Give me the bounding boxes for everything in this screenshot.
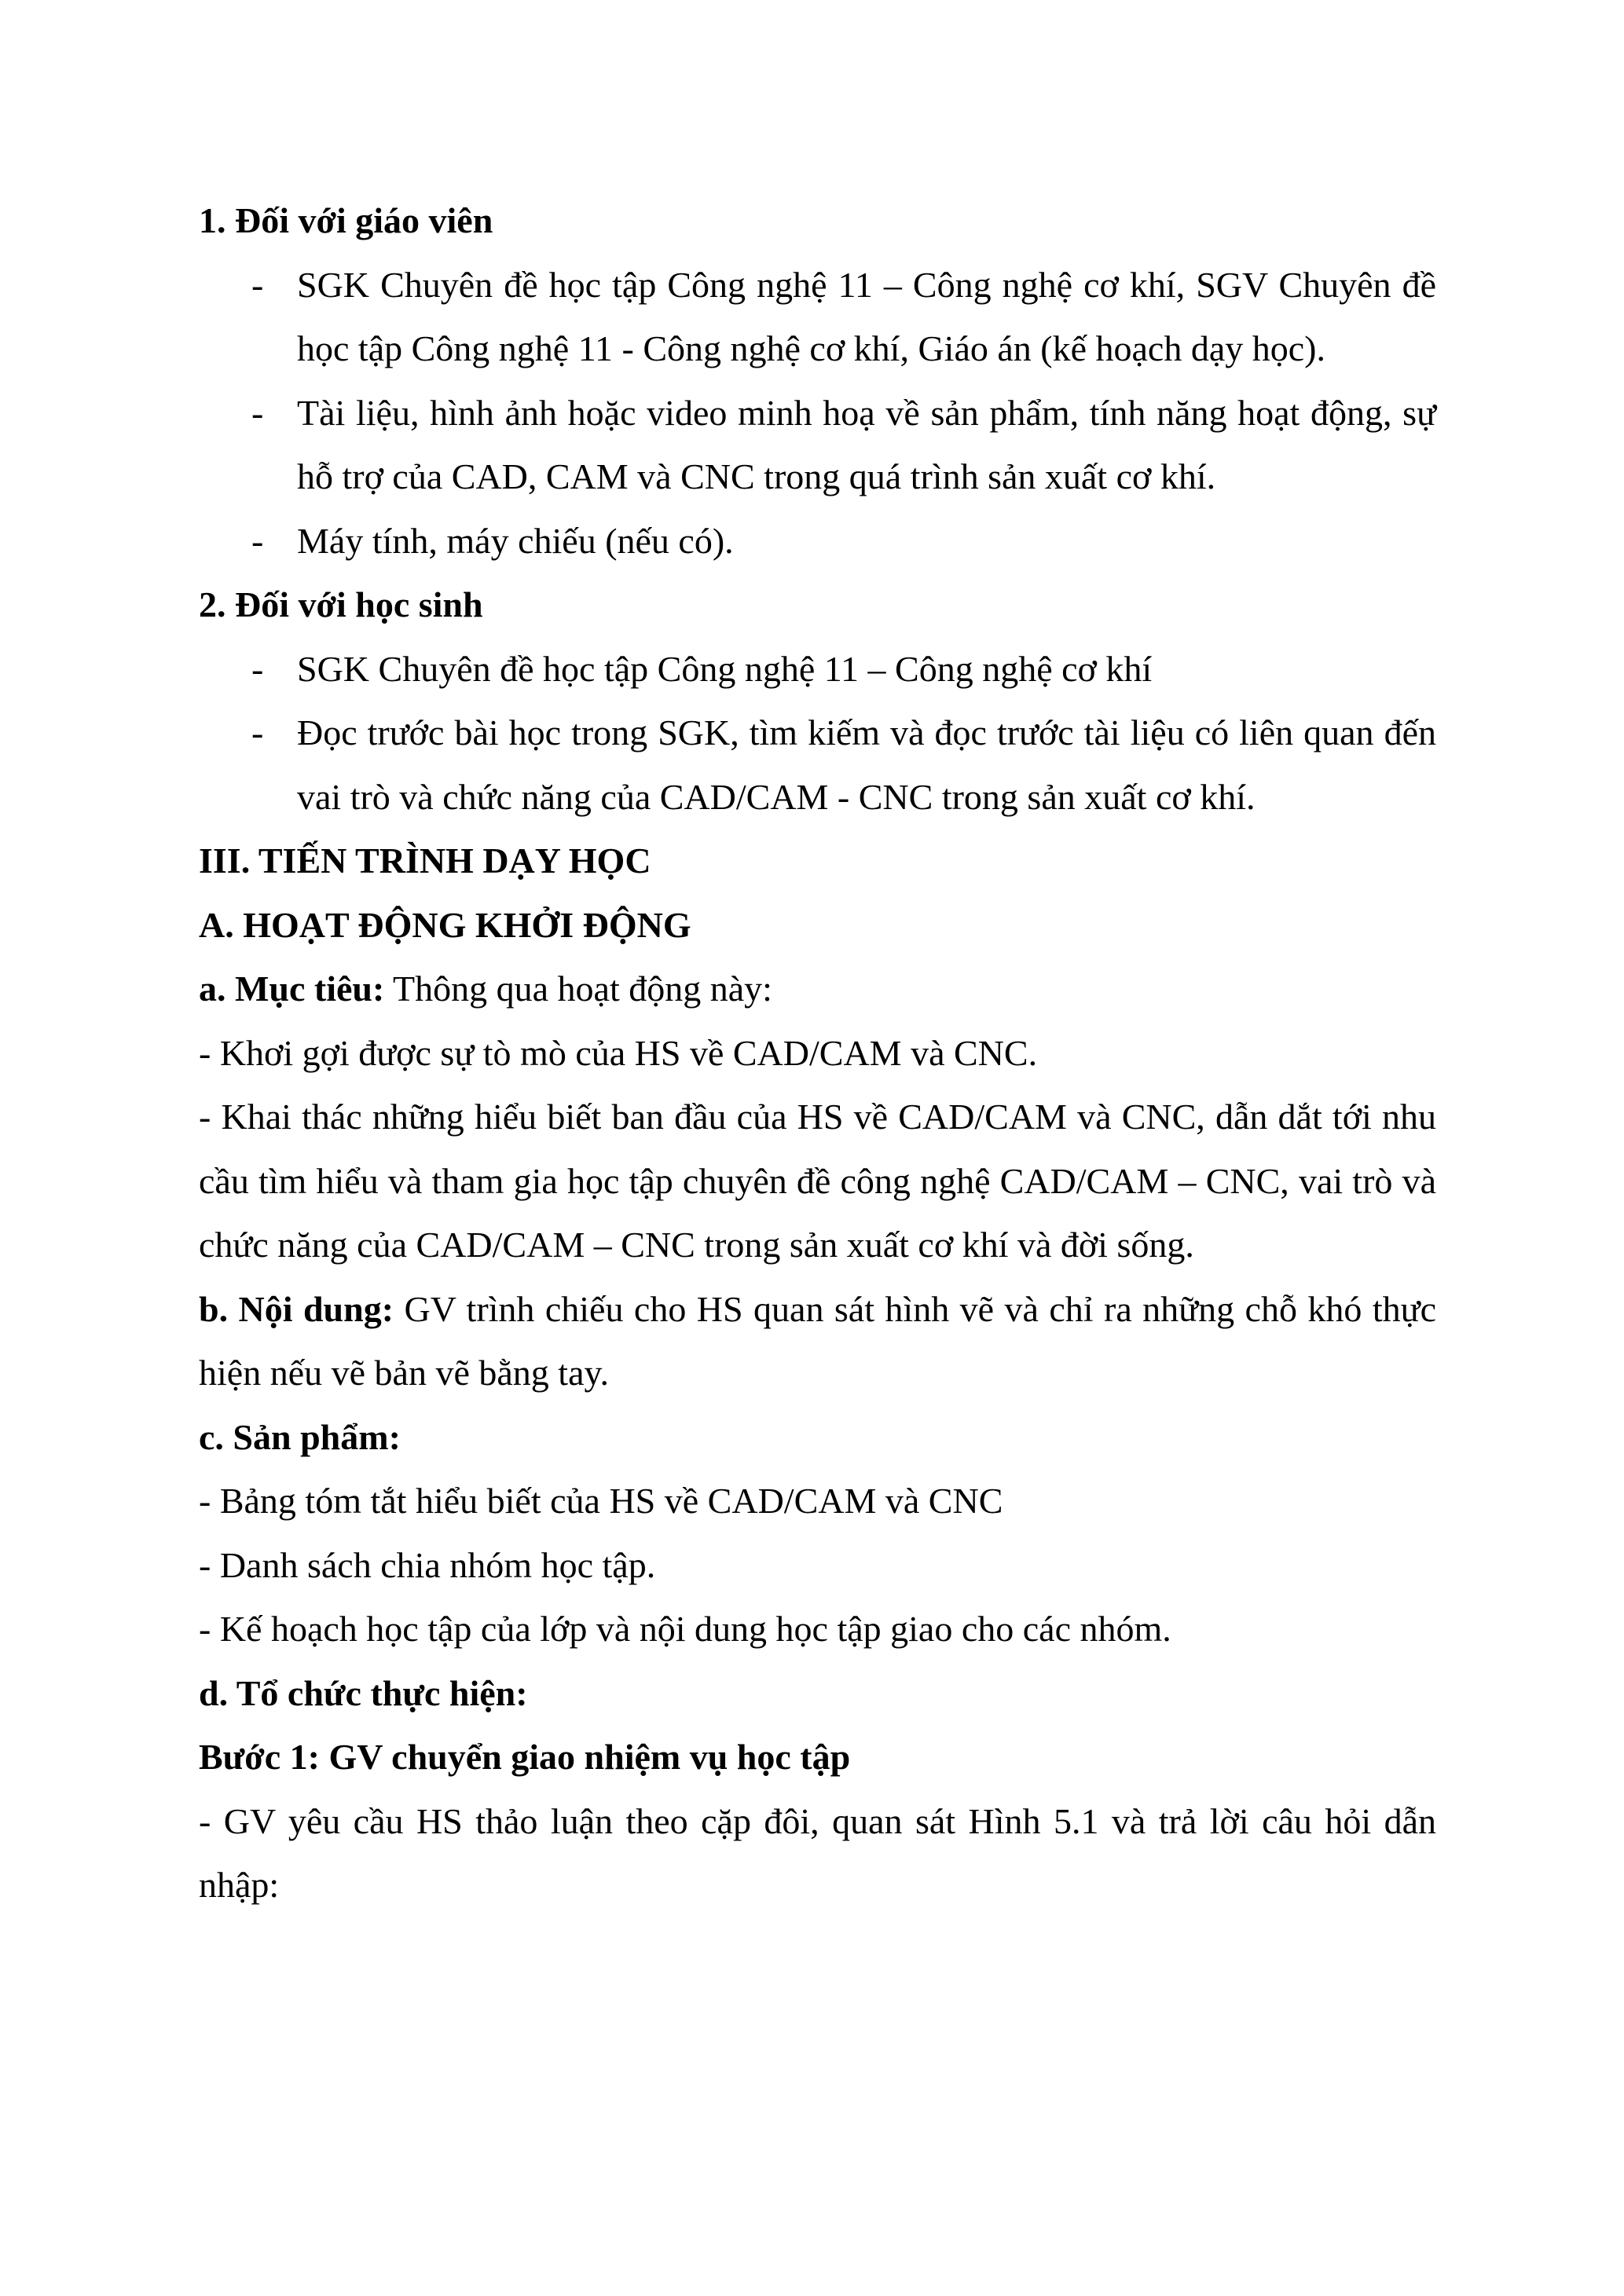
list-item: - SGK Chuyên đề học tập Công nghệ 11 – Công nghệ cơ khí bbox=[251, 648, 1153, 689]
document-page bbox=[199, 189, 1436, 1917]
organization-heading: d. Tổ chức thực hiện: bbox=[199, 1672, 528, 1713]
step1-heading: Bước 1: GV chuyển giao nhiệm vụ học tập bbox=[199, 1737, 851, 1777]
content-paragraph: b. Nội dung: GV trình chiếu cho HS quan sát hình vẽ và chỉ ra những chỗ khó thực hiện nếu vẽ bản vẽ bằng tay. bbox=[199, 1288, 1436, 1393]
section-heading-warmup: A. HOẠT ĐỘNG KHỞI ĐỘNG bbox=[199, 904, 691, 945]
list-item: - Đọc trước bài học trong SGK, tìm kiếm và đọc trước tài liệu có liên quan đến vai trò và chức năng của CAD/CAM - CNC trong sản xuất cơ khí. bbox=[251, 712, 1436, 817]
section-heading-process: III. TIẾN TRÌNH DẠY HỌC bbox=[199, 840, 651, 881]
list-item: - SGK Chuyên đề học tập Công nghệ 11 – Công nghệ cơ khí, SGV Chuyên đề học tập Công nghệ 11 - Công nghệ cơ khí, Giáo án (kế hoạch dạy học). bbox=[251, 264, 1436, 368]
paragraph: - Danh sách chia nhóm học tập. bbox=[199, 1544, 656, 1585]
paragraph: - Kế hoạch học tập của lớp và nội dung học tập giao cho các nhóm. bbox=[199, 1609, 1171, 1649]
list-item: - Tài liệu, hình ảnh hoặc video minh hoạ về sản phẩm, tính năng hoạt động, sự hỗ trợ của CAD, CAM và CNC trong quá trình sản xuất cơ khí. bbox=[251, 392, 1436, 496]
section-heading-teacher: 1. Đối với giáo viên bbox=[199, 200, 493, 240]
paragraph: - Khai thác những hiểu biết ban đầu của HS về CAD/CAM và CNC, dẫn dắt tới nhu cầu tìm hiểu và tham gia học tập chuyên đề công nghệ CAD/CAM – CNC, vai trò và chức năng của CAD/CAM – CNC trong sản xuất cơ khí và đời sống. bbox=[199, 1097, 1436, 1265]
section-heading-student: 2. Đối với học sinh bbox=[199, 584, 483, 624]
paragraph: - Khơi gợi được sự tò mò của HS về CAD/CAM và CNC. bbox=[199, 1032, 1038, 1073]
objective-paragraph: a. Mục tiêu: Thông qua hoạt động này: bbox=[199, 969, 772, 1009]
paragraph: - GV yêu cầu HS thảo luận theo cặp đôi, quan sát Hình 5.1 và trả lời câu hỏi dẫn nhập: bbox=[199, 1800, 1436, 1905]
paragraph: - Bảng tóm tắt hiểu biết của HS về CAD/CAM và CNC bbox=[199, 1481, 1003, 1521]
product-heading: c. Sản phẩm: bbox=[199, 1416, 401, 1457]
list-item: - Máy tính, máy chiếu (nếu có). bbox=[251, 520, 734, 561]
